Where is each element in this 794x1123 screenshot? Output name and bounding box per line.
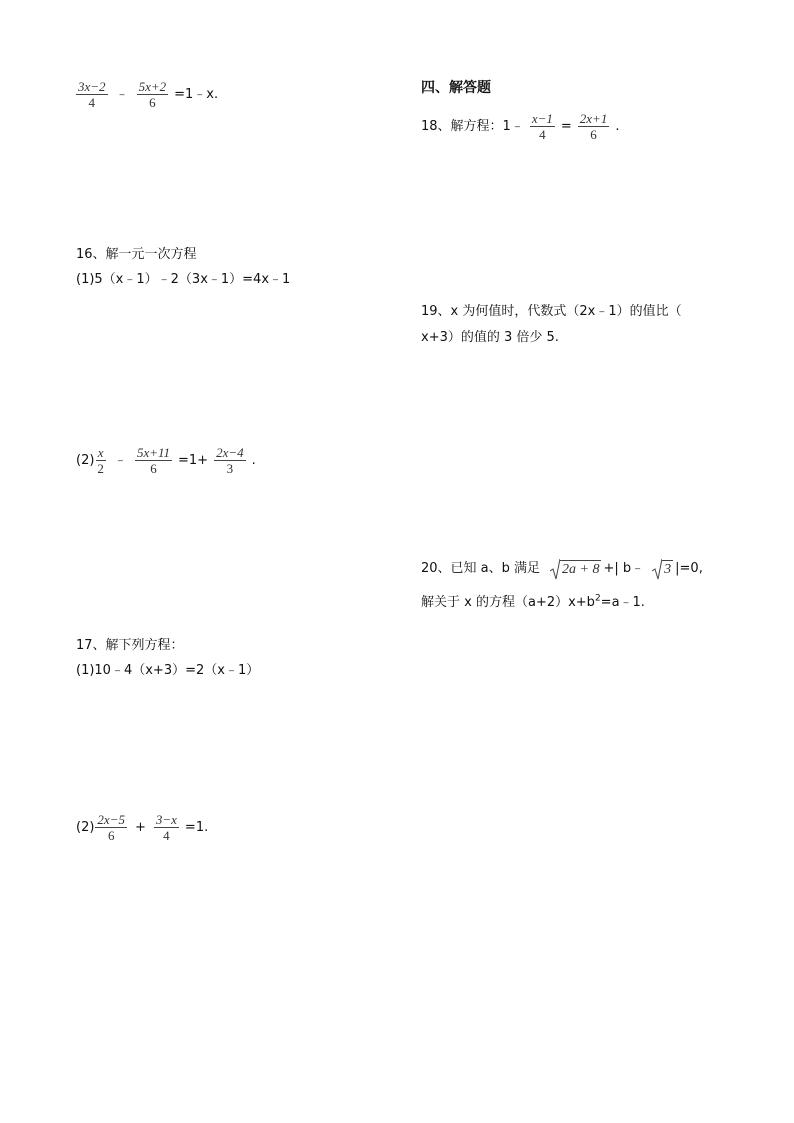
question-16-part-1: (1)5（x﹣1）﹣2（3x﹣1）=4x﹣1 — [76, 272, 291, 287]
question-17-part-2: (2) $\frac{2x-5}{6}$ + $\frac{3-x}{4}$ =1. — [76, 812, 209, 843]
question-17-title: 17、解下列方程： — [76, 638, 184, 653]
square-root: 2a + 8 — [550, 558, 601, 580]
question-20-line-1: 20、已知 a、b 满足 2a + 8 +| b﹣ 3 |=0, — [421, 558, 703, 580]
question-20-line-2: 解关于 x 的方程$(a+2)x+b^2=a﹣1$. — [421, 593, 645, 610]
radical-sign-icon — [550, 558, 560, 580]
fraction: $\frac{2x+1}{6}$ — [579, 111, 608, 142]
question-19-line-2: x+3）的值的 3 倍少 5. — [421, 330, 559, 345]
radical-sign-icon — [652, 558, 662, 580]
fraction: $\frac{2x-4}{3}$ — [216, 445, 244, 476]
question-17-part-1: (1)10﹣4（x+3）=2（x﹣1） — [76, 663, 260, 678]
fraction: $\frac{5x+2}{6}$ — [138, 79, 167, 110]
section-heading: 四、解答题 — [421, 80, 491, 96]
question-19-line-1: 19、x 为何值时，代数式（2x﹣1）的值比（ — [421, 304, 682, 319]
question-18: 18、解方程：1﹣ $\frac{x-1}{4}$ = $\frac{2x+1}{6}$ . — [421, 111, 620, 142]
fraction: $\frac{2x-5}{6}$ — [97, 812, 125, 843]
fraction: $\frac{5x+11}{6}$ — [136, 445, 171, 476]
fraction: $\frac{3x-2}{4}$ — [78, 79, 106, 110]
equation-15: $\frac{3x-2}{4}$ ﹣ $\frac{5x+2}{6}$ =1﹣x. — [78, 79, 219, 110]
fraction: $\frac{x}{2}$ — [97, 445, 104, 476]
square-root: 3 — [652, 558, 673, 580]
question-16-title: 16、解一元一次方程 — [76, 247, 197, 262]
fraction: $\frac{3-x}{4}$ — [155, 812, 177, 843]
question-16-part-2: (2) $\frac{x}{2}$ ﹣ $\frac{5x+11}{6}$ =1+ $\frac{2x-4}{3}$ . — [76, 445, 256, 476]
fraction: $\frac{x-1}{4}$ — [531, 111, 553, 142]
